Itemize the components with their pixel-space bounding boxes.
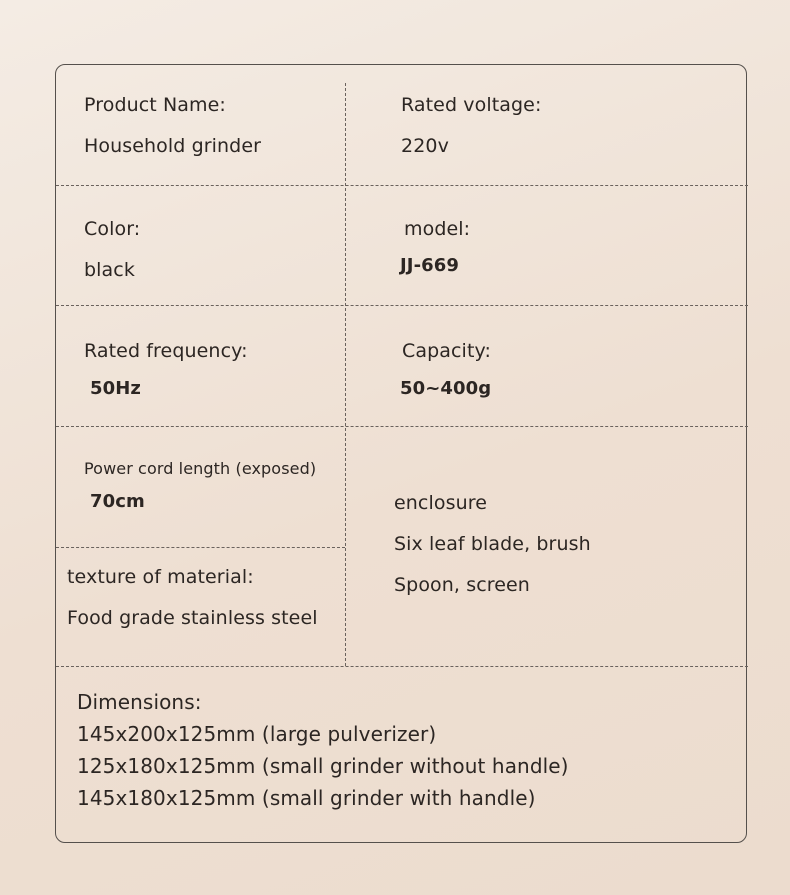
row-divider-2 bbox=[56, 305, 748, 306]
enclosure-line-2: Six leaf blade, brush bbox=[394, 533, 591, 555]
enclosure-line-3: Spoon, screen bbox=[394, 574, 530, 596]
rated-frequency-label: Rated frequency: bbox=[84, 340, 248, 362]
capacity-label: Capacity: bbox=[402, 340, 491, 362]
enclosure-line-1: enclosure bbox=[394, 492, 488, 514]
row-divider-3 bbox=[56, 426, 748, 427]
dimensions-line-1: 145x200x125mm (large pulverizer) bbox=[77, 722, 437, 746]
rated-frequency-value: 50Hz bbox=[90, 378, 141, 399]
model-value: JJ-669 bbox=[400, 255, 460, 276]
dimensions-line-2: 125x180x125mm (small grinder without handle) bbox=[77, 754, 569, 778]
power-cord-value: 70cm bbox=[90, 491, 145, 512]
power-cord-label: Power cord length (exposed) bbox=[84, 459, 317, 478]
row-divider-1 bbox=[56, 185, 748, 186]
product-name-value: Household grinder bbox=[84, 135, 262, 157]
color-label: Color: bbox=[84, 218, 141, 240]
rated-voltage-value: 220v bbox=[401, 135, 449, 157]
texture-label: texture of material: bbox=[67, 566, 254, 588]
color-value: black bbox=[84, 259, 135, 281]
capacity-value: 50~400g bbox=[400, 378, 492, 399]
row-divider-4 bbox=[56, 547, 345, 548]
row-divider-5 bbox=[56, 666, 748, 667]
spec-table bbox=[55, 64, 747, 843]
product-name-label: Product Name: bbox=[84, 94, 226, 116]
model-label: model: bbox=[404, 218, 471, 240]
texture-value: Food grade stainless steel bbox=[67, 607, 318, 629]
column-divider bbox=[345, 83, 346, 666]
dimensions-line-3: 145x180x125mm (small grinder with handle) bbox=[77, 786, 536, 810]
dimensions-label: Dimensions: bbox=[77, 690, 202, 714]
rated-voltage-label: Rated voltage: bbox=[401, 94, 542, 116]
